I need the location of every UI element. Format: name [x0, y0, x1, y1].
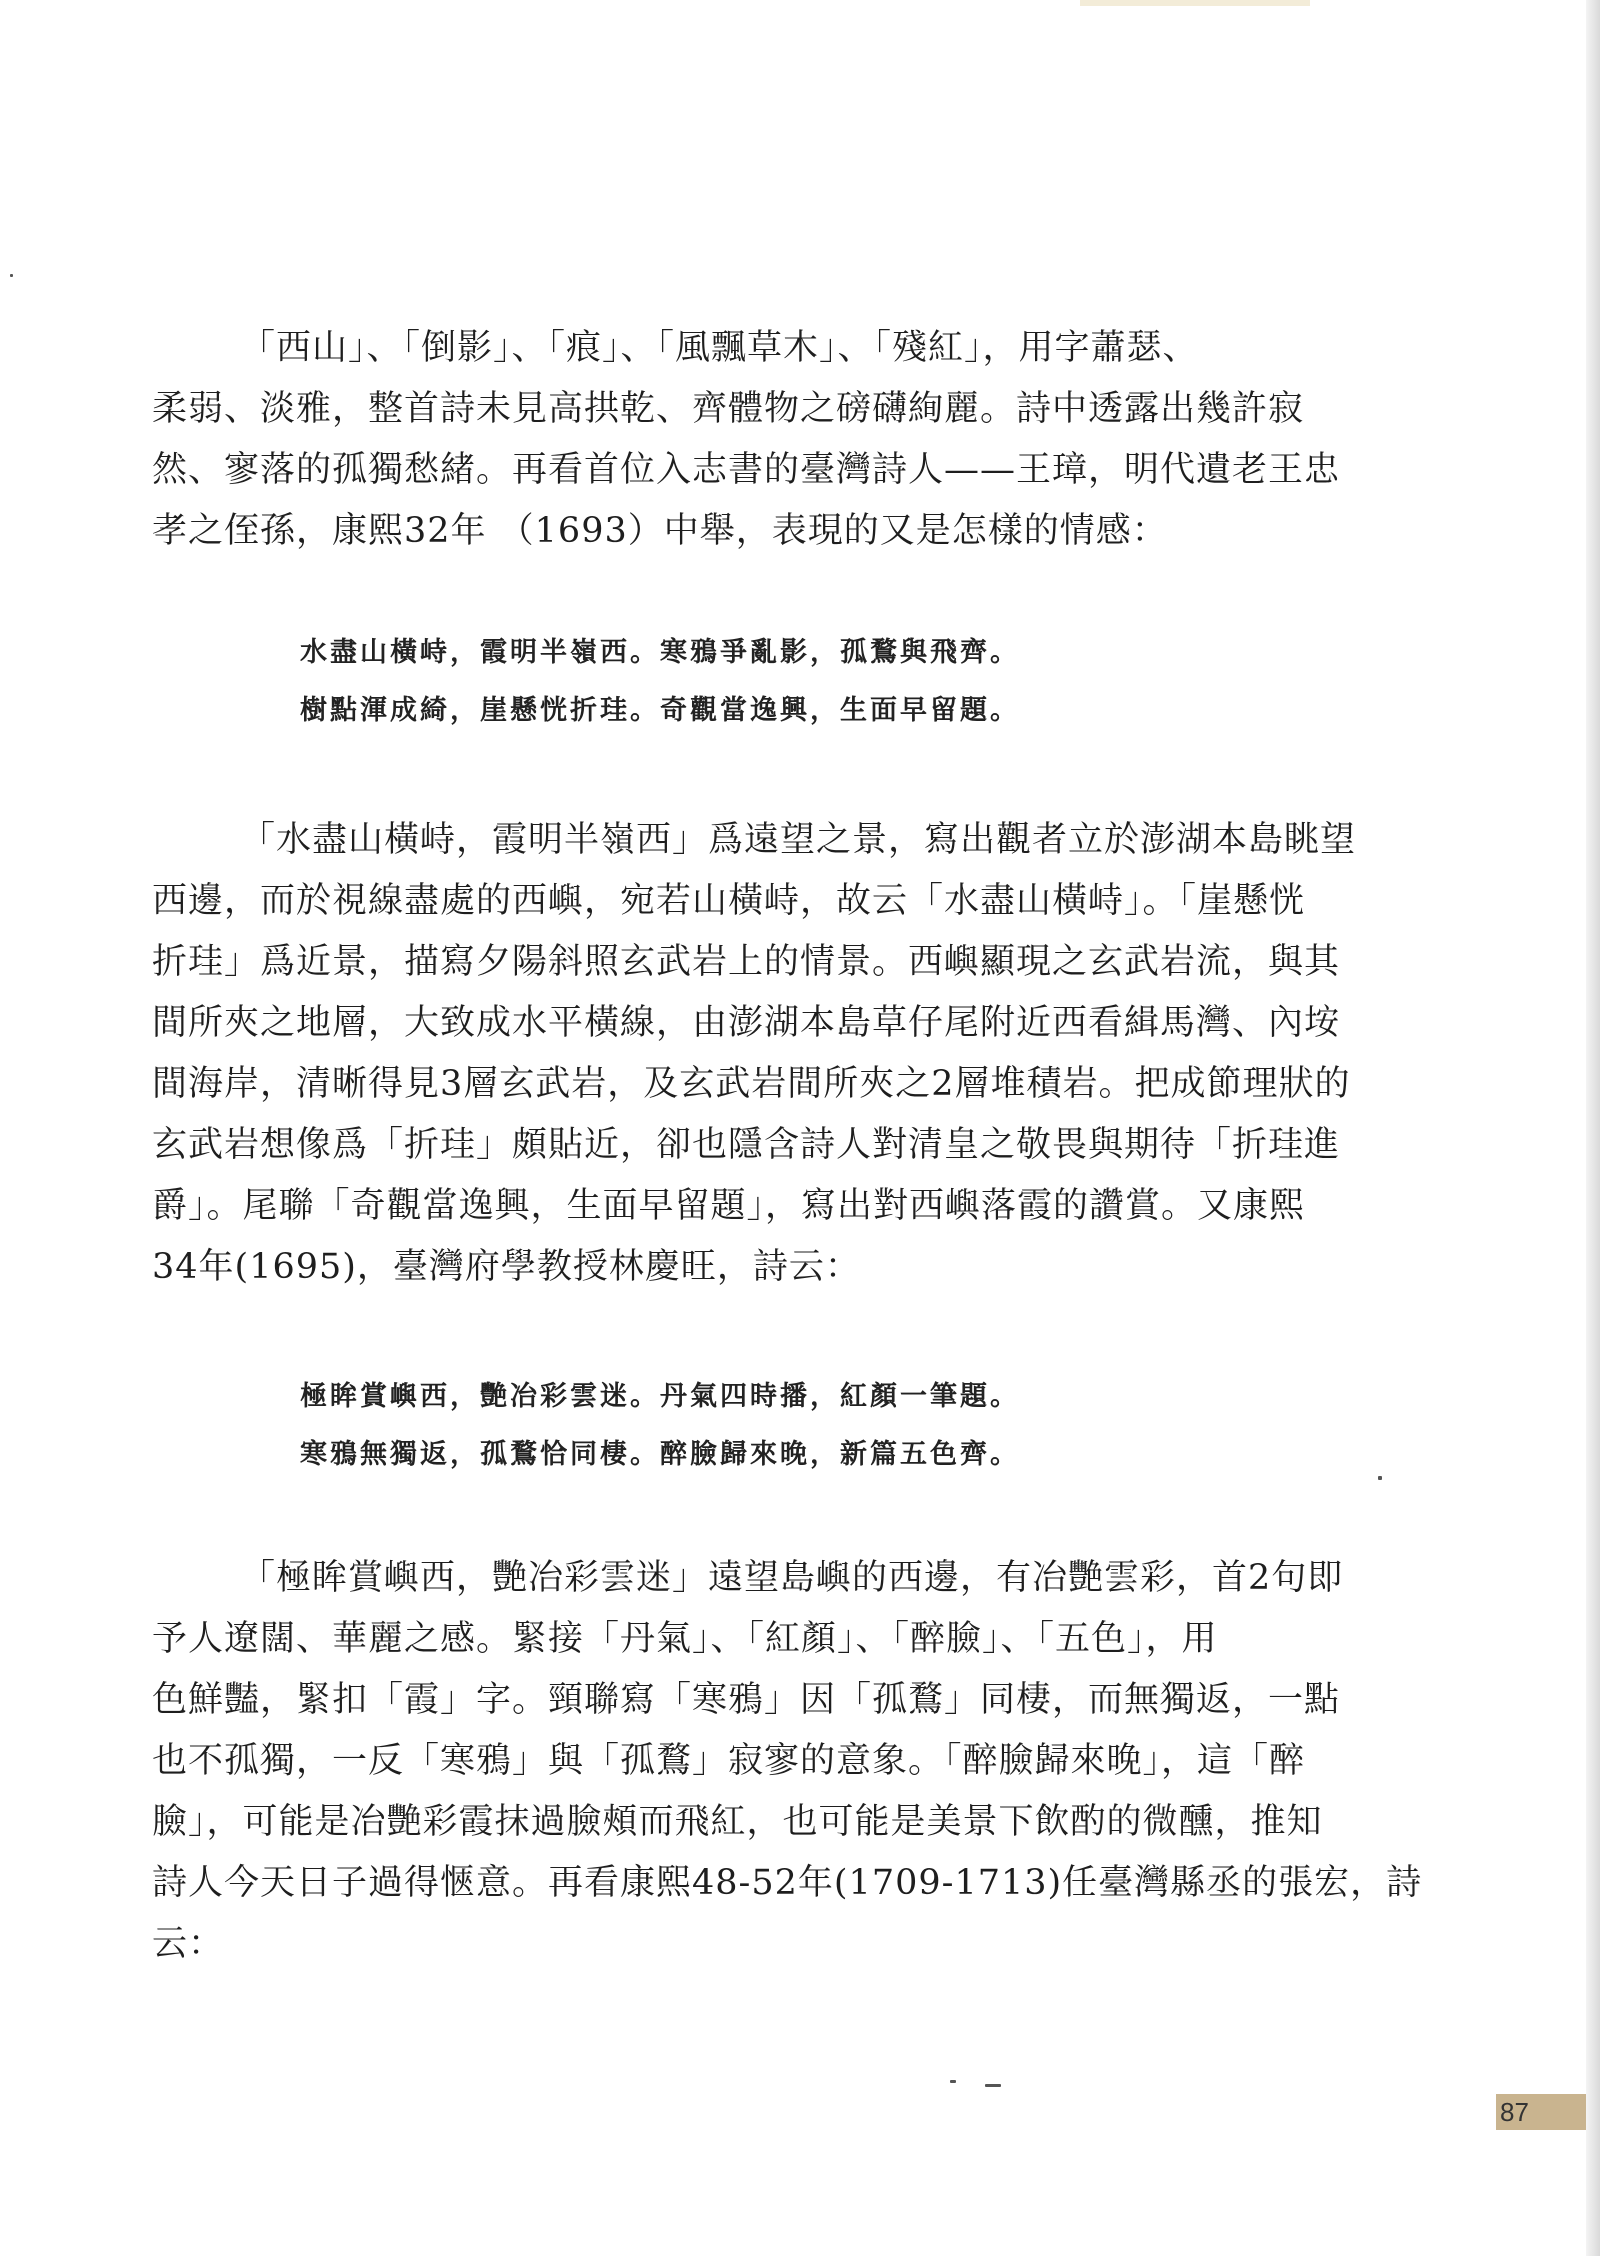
- scan-speck: [10, 274, 13, 277]
- paragraph-line: 予人遼闊、華麗之感。緊接「丹氣」、「紅顏」、「醉臉」、「五色」，用: [152, 1619, 1218, 1659]
- paragraph-line: 詩人今天日子過得愜意。再看康熙48-52年(1709-1713)任臺灣縣丞的張宏，詩: [152, 1863, 1423, 1903]
- paragraph-line: 間所夾之地層，大致成水平橫線，由澎湖本島草仔尾附近西看緝馬灣、內垵: [152, 1003, 1341, 1043]
- paragraph-line: 色鮮豔，緊扣「霞」字。頸聯寫「寒鴉」因「孤鶩」同棲，而無獨返，一點: [152, 1680, 1341, 1720]
- paragraph-line: 玄武岩想像爲「折珪」頗貼近，卻也隱含詩人對清皇之敬畏與期待「折珪進: [152, 1125, 1341, 1165]
- paragraph-line: 也不孤獨，一反「寒鴉」與「孤鶩」寂寥的意象。「醉臉歸來晚」，這「醉: [152, 1741, 1306, 1781]
- paragraph-line: 西邊，而於視線盡處的西嶼，宛若山橫峙，故云「水盡山橫峙」。「崖懸恍: [152, 881, 1306, 921]
- poem-1: [300, 624, 1020, 740]
- paragraph-line: 「水盡山橫峙，霞明半嶺西」爲遠望之景，寫出觀者立於澎湖本島眺望: [240, 820, 1357, 860]
- scan-speck: [985, 2084, 1001, 2087]
- paragraph-line: 云：: [152, 1924, 225, 1964]
- paragraph-2: [152, 810, 1357, 1298]
- paragraph-line: 爵」。尾聯「奇觀當逸興，生面早留題」，寫出對西嶼落霞的讚賞。又康熙: [152, 1186, 1306, 1226]
- poem-line: 極眸賞嶼西，艷冶彩雲迷。丹氣四時播，紅顏一筆題。: [300, 1381, 1020, 1412]
- poem-line: 水盡山橫峙，霞明半嶺西。寒鴉爭亂影，孤鶩與飛齊。: [300, 637, 1020, 668]
- paragraph-line: 臉」，可能是冶艷彩霞抹過臉頰而飛紅，也可能是美景下飲酌的微醺，推知: [152, 1802, 1323, 1842]
- scan-speck: [950, 2080, 956, 2083]
- paragraph-line: 孝之侄孫，康熙32年 （1693）中舉，表現的又是怎樣的情感：: [152, 511, 1168, 551]
- poem-line: 寒鴉無獨返，孤鶩恰同棲。醉臉歸來晚，新篇五色齊。: [300, 1439, 1020, 1470]
- paragraph-line: 柔弱、淡雅，整首詩未見高拱乾、齊體物之磅礴絢麗。詩中透露出幾許寂: [152, 389, 1305, 429]
- paragraph-1: [152, 318, 1352, 562]
- top-edge-mark: [1080, 0, 1310, 6]
- poem-line: 樹點渾成綺，崖懸恍折珪。奇觀當逸興，生面早留題。: [300, 695, 1020, 726]
- scan-speck: [1378, 1476, 1382, 1480]
- paragraph-line: 間海岸，清晰得見3層玄武岩，及玄武岩間所夾之2層堆積岩。把成節理狀的: [152, 1064, 1351, 1104]
- paragraph-line: 「西山」、「倒影」、「痕」、「風飄草木」、「殘紅」，用字蕭瑟、: [240, 328, 1199, 368]
- paragraph-line: 34年(1695)，臺灣府學教授林慶旺，詩云：: [152, 1247, 861, 1287]
- paragraph-line: 折珪」爲近景，描寫夕陽斜照玄武岩上的情景。西嶼顯現之玄武岩流，與其: [152, 942, 1341, 982]
- poem-2: [300, 1368, 1020, 1484]
- paragraph-line: 然、寥落的孤獨愁緒。再看首位入志書的臺灣詩人——王璋，明代遺老王忠: [152, 450, 1341, 490]
- page-number: 87: [1500, 2097, 1529, 2127]
- paragraph-line: 「極眸賞嶼西，艷冶彩雲迷」遠望島嶼的西邊，有冶艷雲彩，首2句即: [240, 1558, 1344, 1598]
- paragraph-3: [152, 1548, 1423, 1975]
- page-edge-shadow: [1586, 0, 1600, 2256]
